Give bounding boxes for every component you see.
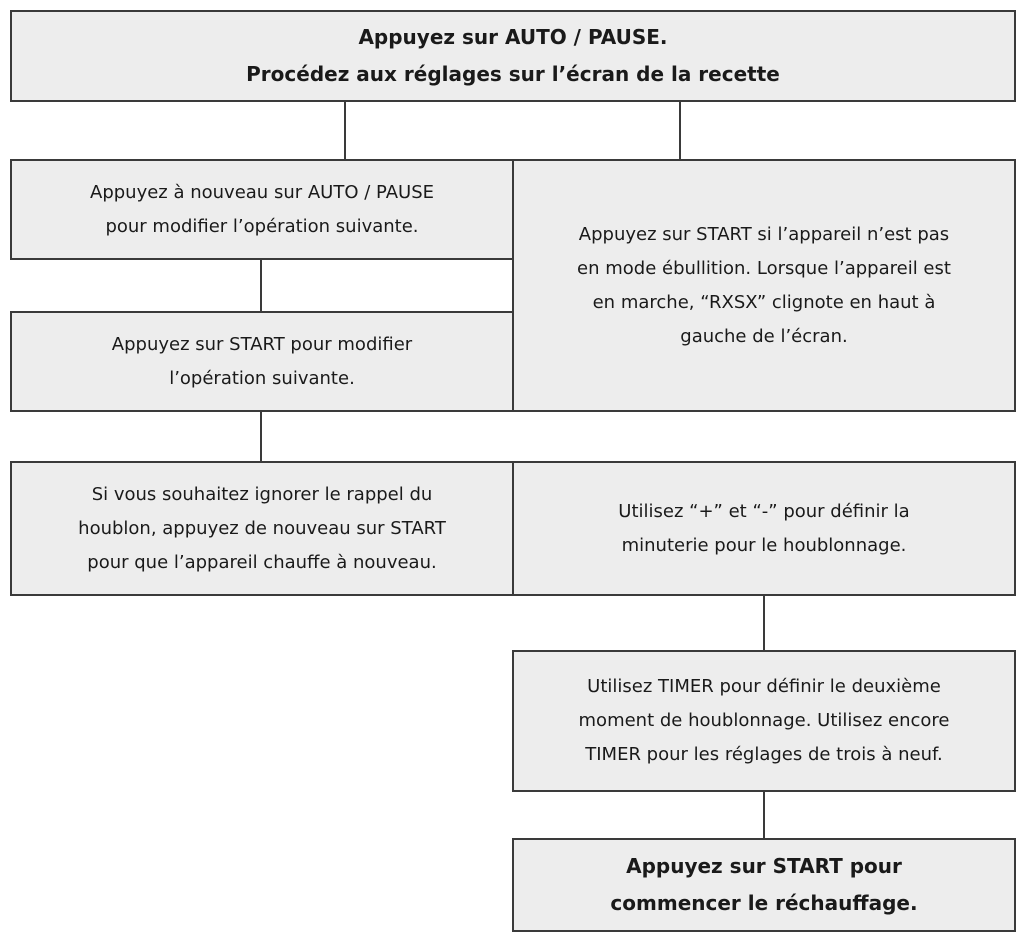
connector-start-to-auto-pause bbox=[344, 100, 346, 160]
step-timer-line-1: Utilisez TIMER pour définir le deuxième bbox=[587, 676, 941, 697]
step-start-line-2: Procédez aux réglages sur l’écran de la recette bbox=[246, 62, 780, 86]
step-start-modify-line-1: Appuyez sur START pour modifier bbox=[111, 333, 413, 355]
step-auto-pause-again-box bbox=[10, 159, 514, 260]
step-start-boil-line-3: en marche, “RXSX” clignote en haut à bbox=[592, 291, 936, 313]
step-timer-line-3: TIMER pour les réglages de trois à neuf. bbox=[585, 744, 943, 765]
connector-timer-to-final bbox=[763, 790, 765, 840]
step-final-line-1: Appuyez sur START pour bbox=[626, 854, 902, 878]
step-start-modify-box bbox=[10, 311, 514, 412]
step-plus-minus-line-1: Utilisez “+” et “-” pour définir la bbox=[618, 500, 910, 522]
step-plus-minus-line-2: minuterie pour le houblonnage. bbox=[621, 534, 907, 556]
step-skip-hop-box bbox=[10, 461, 514, 596]
step-start-modify-line-2: l’opération suivante. bbox=[169, 367, 355, 389]
connector-start-modify-to-skip-hop bbox=[260, 410, 262, 463]
step-skip-hop-line-2: houblon, appuyez de nouveau sur START bbox=[78, 517, 446, 539]
step-timer-box bbox=[512, 650, 1016, 792]
step-start-boil-box bbox=[512, 159, 1016, 412]
step-start-box bbox=[10, 10, 1016, 102]
step-start-boil-line-2: en mode ébullition. Lorsque l’appareil est bbox=[577, 257, 951, 279]
step-timer-line-2: moment de houblonnage. Utilisez encore bbox=[578, 710, 950, 731]
step-skip-hop-line-1: Si vous souhaitez ignorer le rappel du bbox=[91, 483, 433, 505]
step-auto-pause-again-line-1: Appuyez à nouveau sur AUTO / PAUSE bbox=[90, 181, 434, 203]
connector-plus-minus-to-timer bbox=[763, 594, 765, 652]
step-final-line-2: commencer le réchauffage. bbox=[610, 891, 918, 915]
step-start-boil-line-1: Appuyez sur START si l’appareil n’est pas bbox=[578, 223, 950, 245]
connector-start-to-start-boil bbox=[679, 100, 681, 160]
step-plus-minus-box bbox=[512, 461, 1016, 596]
step-start-line-1: Appuyez sur AUTO / PAUSE. bbox=[358, 25, 668, 49]
step-skip-hop-line-3: pour que l’appareil chauffe à nouveau. bbox=[87, 551, 437, 573]
step-start-boil-line-4: gauche de l’écran. bbox=[680, 325, 848, 347]
step-final-box bbox=[512, 838, 1016, 932]
connector-auto-pause-to-start-modify bbox=[260, 258, 262, 313]
step-auto-pause-again-line-2: pour modifier l’opération suivante. bbox=[105, 215, 419, 237]
